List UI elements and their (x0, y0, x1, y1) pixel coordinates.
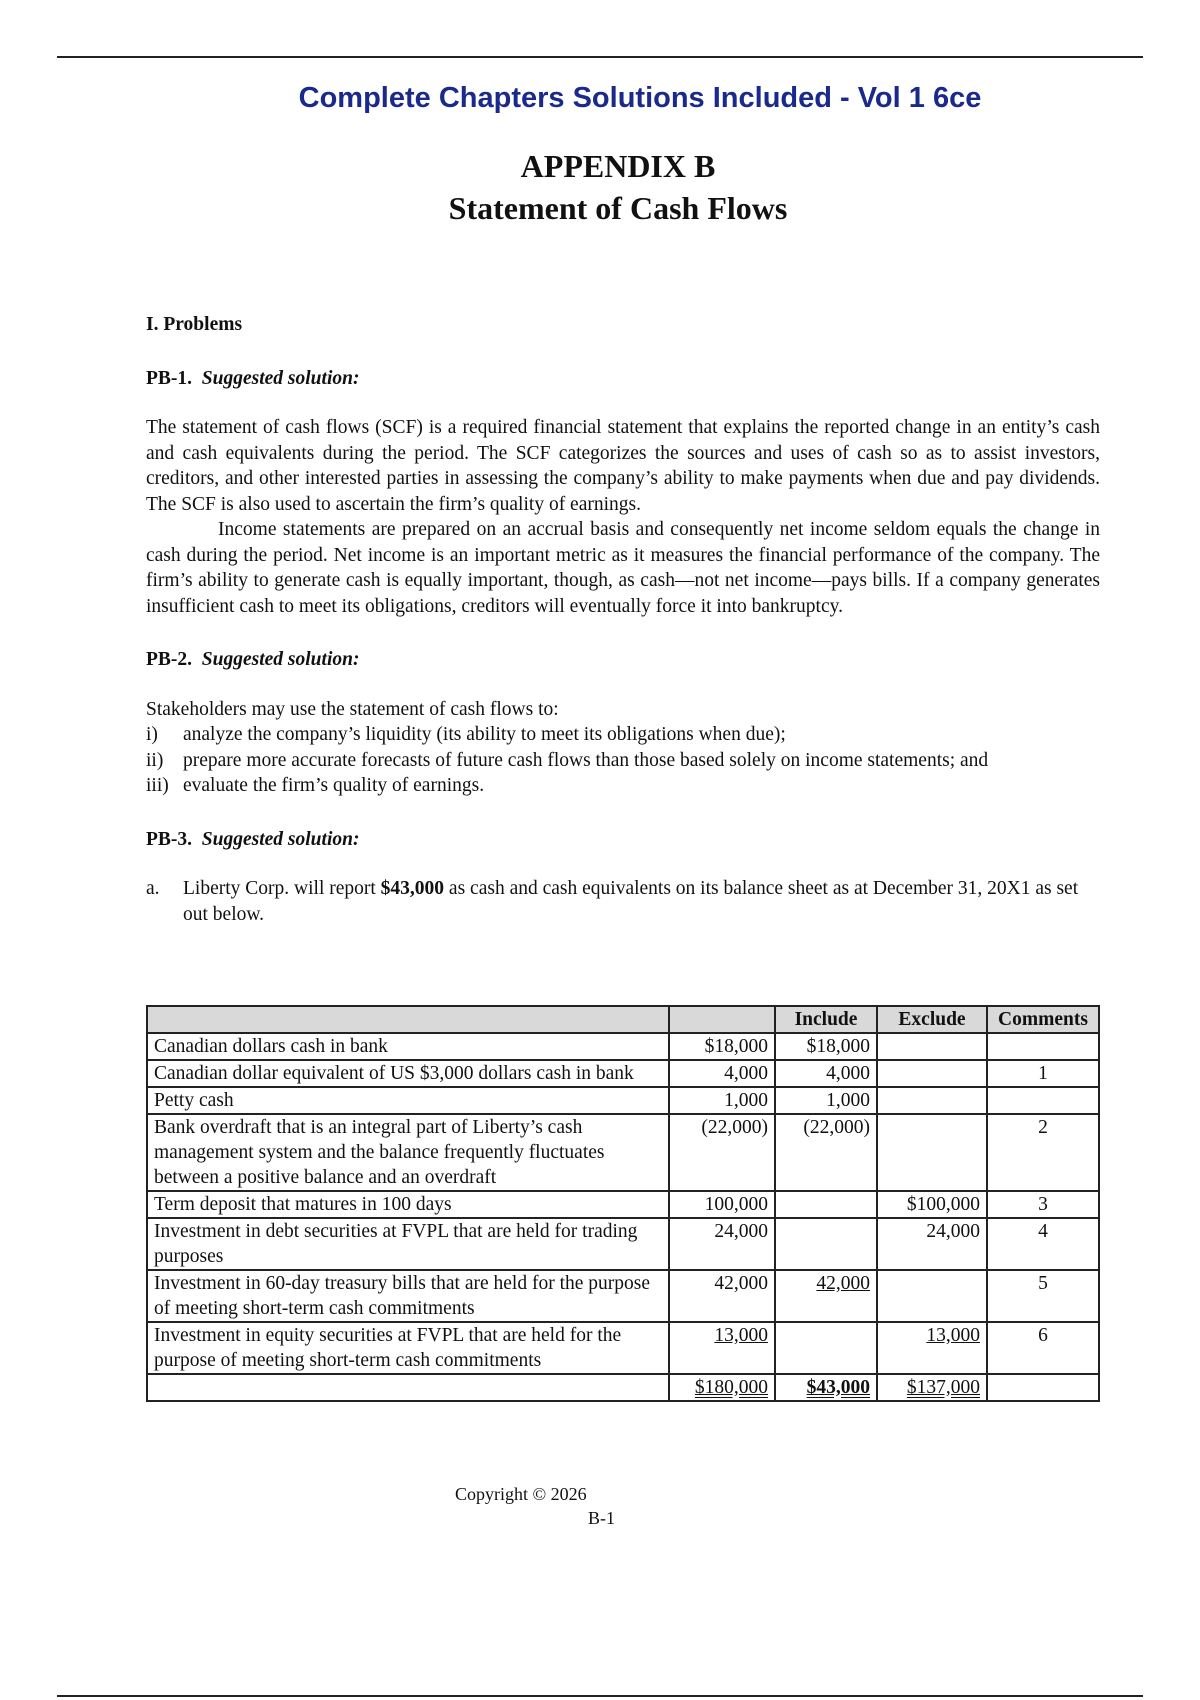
table-row: Bank overdraft that is an integral part of Liberty’s cash management system and the balance frequently fluctuates between a positive balance and an overdraft (22,000) (22,000) 2 (147, 1114, 1099, 1191)
pb2-block (146, 647, 1100, 799)
table-row: Canadian dollars cash in bank $18,000 $18,000 (147, 1033, 1099, 1060)
table-total-row (147, 1374, 1099, 1401)
header-exclude: Exclude (877, 1006, 987, 1033)
page-number: B-1 (588, 1508, 615, 1528)
table-row: Investment in 60-day treasury bills that are held for the purpose of meeting short-term cash commitments 42,000 42,000 5 (147, 1270, 1099, 1322)
table-header-row (147, 1006, 1099, 1033)
pb3-heading: PB-3. Suggested solution: (146, 828, 360, 850)
list-item: ii) prepare more accurate forecasts of future cash flows than those based solely on income statements; and (146, 749, 989, 771)
section-heading: I. Problems (146, 314, 243, 335)
document-body (146, 312, 1100, 927)
pb1-heading: PB-1. Suggested solution: (146, 367, 360, 389)
pb1-paragraph-1: The statement of cash flows (SCF) is a required financial statement that explains the reported change in an entity’s cash and cash equivalents during the period. The SCF categorizes the sources and uses of cash so as to assist investors, creditors, and other interested parties in assessing the company’s ability to make payments when due and pay dividends. The SCF is also used to ascertain the firm’s quality of earnings. (146, 417, 1100, 515)
list-item: i) analyze the company’s liquidity (its ability to meet its obligations when due); (146, 724, 786, 745)
table-row: Term deposit that matures in 100 days 100,000 $100,000 3 (147, 1191, 1099, 1218)
pb3-block (146, 827, 1100, 928)
table-row: Petty cash 1,000 1,000 (147, 1087, 1099, 1114)
total-exclude: $137,000 (906, 1377, 980, 1398)
pb2-list (146, 722, 1100, 799)
pb3-part-a: a. Liberty Corp. will report $43,000 as cash and cash equivalents on its balance sheet as at December 31, 20X1 as set out below. (146, 878, 1079, 925)
top-rule (57, 56, 1143, 58)
pb2-intro: Stakeholders may use the statement of cash flows to: (146, 698, 559, 720)
page-footer (455, 1482, 615, 1530)
pb1-block (146, 366, 1100, 620)
table-row: Canadian dollar equivalent of US $3,000 dollars cash in bank 4,000 4,000 1 (147, 1060, 1099, 1087)
header-include: Include (775, 1006, 877, 1033)
table-row: Investment in debt securities at FVPL that are held for trading purposes 24,000 24,000 4 (147, 1218, 1099, 1270)
total-include: $43,000 (806, 1377, 870, 1398)
copyright-text: Copyright © 2026 (455, 1484, 587, 1504)
header-comments: Comments (987, 1006, 1099, 1033)
pb1-paragraph-2: Income statements are prepared on an accrual basis and consequently net income seldom equals the change in cash during the period. Net income is an important metric as it measures the financial performance of the company. The firm’s ability to generate cash is equally important, though, as cash—not net income—pays bills. If a company generates insufficient cash to meet its obligations, creditors will eventually force it into bankruptcy. (146, 519, 1100, 617)
banner-title: Complete Chapters Solutions Included - Vol 1 6ce (298, 82, 982, 114)
appendix-label: APPENDIX B (520, 148, 716, 184)
cash-equivalents-table (146, 1005, 1100, 1402)
table-row: Investment in equity securities at FVPL that are held for the purpose of meeting short-term cash commitments 13,000 13,000 6 (147, 1322, 1099, 1374)
total-amount: $180,000 (694, 1377, 768, 1398)
pb2-heading: PB-2. Suggested solution: (146, 649, 360, 670)
list-item: iii) evaluate the firm’s quality of earnings. (146, 775, 485, 796)
bottom-rule (57, 1695, 1143, 1697)
page-title: Statement of Cash Flows (448, 190, 788, 226)
